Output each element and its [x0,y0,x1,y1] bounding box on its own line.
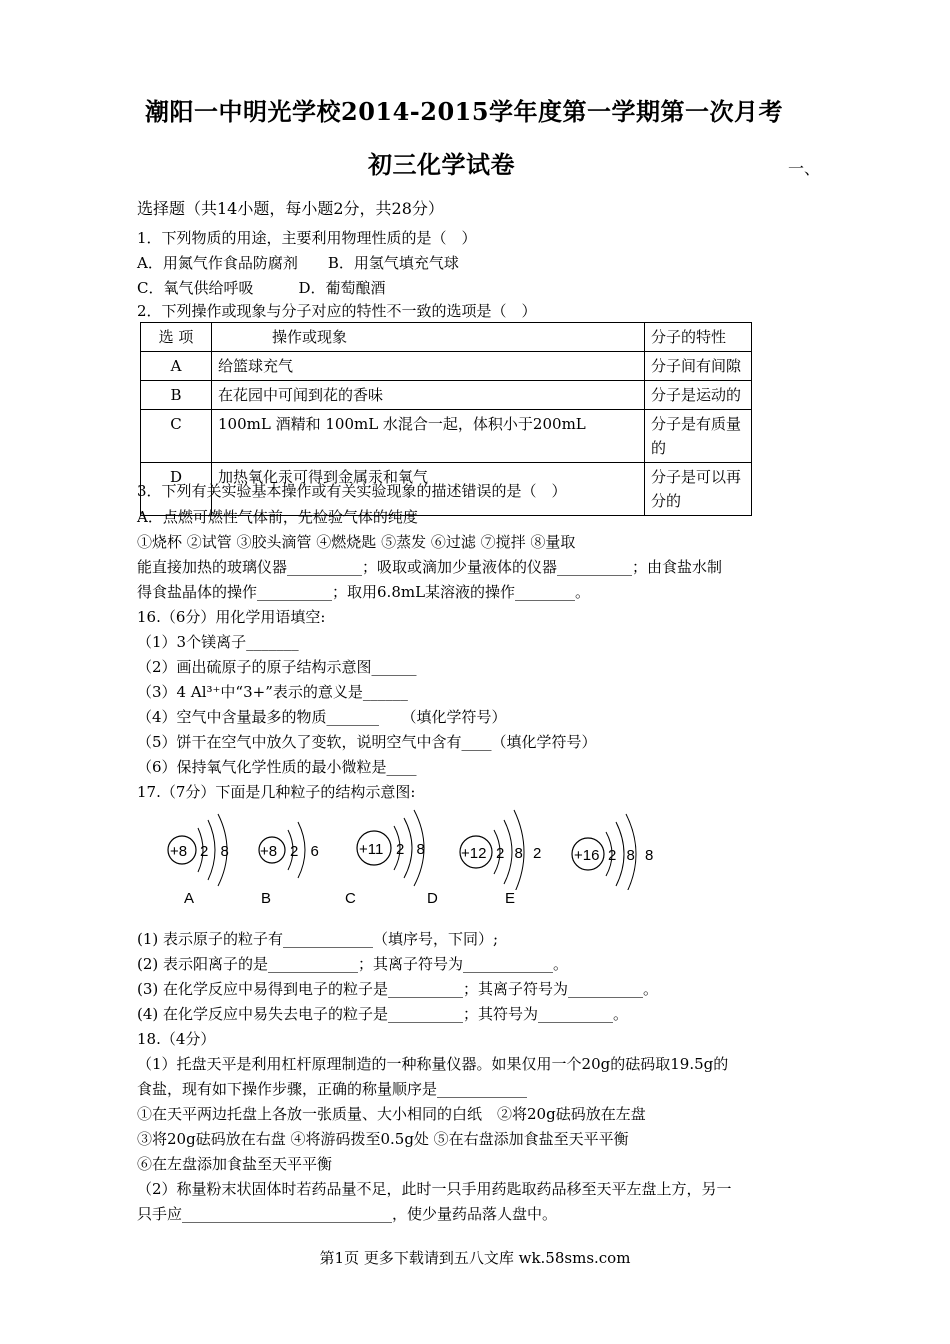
q18-steps-line1: ①在天平两边托盘上各放一张质量、大小相同的白纸 ②将20g砝码放在左盘 [137,1105,646,1123]
particle-b-diagram [259,822,323,878]
particle-a-shells: 2 8 [200,843,233,860]
q18-part1-line2: 食盐，现有如下操作步骤，正确的称量顺序是____________ [137,1080,528,1098]
particle-e-shells: 2 8 8 [608,847,657,864]
table-cell-property: 分子是可以再分的 [645,463,752,516]
q1-options-ab: A．用氮气作食品防腐剂 B．用氢气填充气球 [137,254,459,272]
q16-stem: 16.（6分）用化学用语填空: [137,608,326,626]
particle-c-shells: 2 8 [396,841,429,858]
particle-label-b: B [261,890,272,907]
particle-e-nucleus: +16 [574,847,600,864]
section-number: 一、 [788,159,821,178]
table-cell-property: 分子间有间隙 [645,352,752,381]
particle-label-e: E [505,890,516,907]
q16-item: （3）4 Al³⁺中“3+”表示的意义是______ [137,683,408,701]
particle-a-diagram [168,814,233,886]
particle-b-nucleus: +8 [260,843,278,860]
particle-label-c: C [345,890,356,907]
q18-stem: 18.（4分） [137,1030,216,1048]
particle-e-diagram [572,814,656,890]
particle-c-diagram [357,810,429,886]
exam-subtitle: 初三化学试卷 [368,150,515,179]
particle-d-nucleus: +12 [461,845,487,862]
exam-title: 潮阳一中明光学校2014-2015学年度第一学期第一次月考 [145,97,784,126]
table-row [141,381,752,410]
q17-item: (2) 表示阳离子的是____________；其离子符号为____________。 [137,955,569,973]
table-row [141,410,752,463]
table-cell-operation: 给篮球充气 [212,352,645,381]
q17-item: (4) 在化学反应中易失去电子的粒子是__________；其符号为__________。 [137,1005,629,1023]
q16-item: （1）3个镁离子_______ [137,633,299,651]
q16-item: （2）画出硫原子的原子结构示意图______ [137,658,417,676]
table-cell-operation: 在花园中可闻到花的香味 [212,381,645,410]
table-row [141,352,752,381]
q17-item: (1) 表示原子的粒子有____________（填序号，下同）; [137,930,499,948]
q18-steps-line3: ⑥在左盘添加食盐至天平平衡 [137,1155,333,1173]
q16-item: （5）饼干在空气中放久了变软，说明空气中含有____（填化学符号） [137,733,597,751]
q18-steps-line2: ③将20g砝码放在右盘 ④将游码拨至0.5g处 ⑤在右盘添加食盐至天平平衡 [137,1130,629,1148]
table-cell-option: A [141,352,212,381]
q18-part2-line1: （2）称量粉末状固体时若药品量不足，此时一只手用药匙取药品移至天平左盘上方，另一 [137,1180,732,1198]
q2-stem: 2．下列操作或现象与分子对应的特性不一致的选项是（ ） [137,302,537,320]
q17-item: (3) 在化学反应中易得到电子的粒子是__________；其离子符号为__________。 [137,980,659,998]
q1-options-cd: C．氧气供给呼吸 D．葡萄酿酒 [137,279,386,297]
q3-option-a: A．点燃可燃性气体前，先检验气体的纯度 [137,508,418,526]
q18-part1-line1: （1）托盘天平是利用杠杆原理制造的一种称量仪器。如果仅用一个20g的砝码取19.5g的 [137,1055,729,1073]
particle-b-shells: 2 6 [290,843,323,860]
q3-fill-line2: 得食盐晶体的操作__________；取用6.8mL某溶液的操作________。 [137,583,591,601]
particle-d-shells: 2 8 2 [496,845,545,862]
table-cell-option: C [141,410,212,463]
particle-label-a: A [184,890,195,907]
table-cell-property: 分子是运动的 [645,381,752,410]
particle-structure-diagrams [150,800,670,890]
q16-item: （6）保持氧气化学性质的最小微粒是____ [137,758,417,776]
particle-c-nucleus: +11 [359,841,384,858]
q1-stem: 1．下列物质的用途，主要利用物理性质的是（ ） [137,229,477,247]
q18-part2-line2: 只手应____________________________，使少量药品落人盘中。 [137,1205,558,1223]
q16-item: （4）空气中含量最多的物质_______ （填化学符号） [137,708,507,726]
particle-d-diagram [460,810,544,890]
table-cell-property: 分子是有质量的 [645,410,752,463]
table-cell-operation: 加热氧化汞可得到金属汞和氧气 [212,463,645,516]
particle-label-d: D [427,890,438,907]
table-header-property: 分子的特性 [645,323,752,352]
q3-fill-line1: 能直接加热的玻璃仪器__________；吸取或滴加少量液体的仪器__________；由食盐水制 [137,558,723,576]
table-cell-operation: 100mL 酒精和 100mL 水混合一起，体积小于200mL [212,410,645,463]
q3-stem: 3．下列有关实验基本操作或有关实验现象的描述错误的是（ ） [137,482,567,500]
q17-stem: 17.（7分）下面是几种粒子的结构示意图: [137,783,416,801]
q3-instruments: ①烧杯 ②试管 ③胶头滴管 ④燃烧匙 ⑤蒸发 ⑥过滤 ⑦搅拌 ⑧量取 [137,533,576,551]
table-header-row [141,323,752,352]
section-heading: 选择题（共14小题，每小题2分，共28分） [137,199,444,218]
table-cell-option: B [141,381,212,410]
table-cell-option: D [141,463,212,516]
table-header-option: 选 项 [141,323,212,352]
page-footer: 第1页 更多下载请到五八文库 wk.58sms.com [319,1249,631,1267]
particle-a-nucleus: +8 [170,843,188,860]
table-header-operation: 操作或现象 [212,323,645,352]
